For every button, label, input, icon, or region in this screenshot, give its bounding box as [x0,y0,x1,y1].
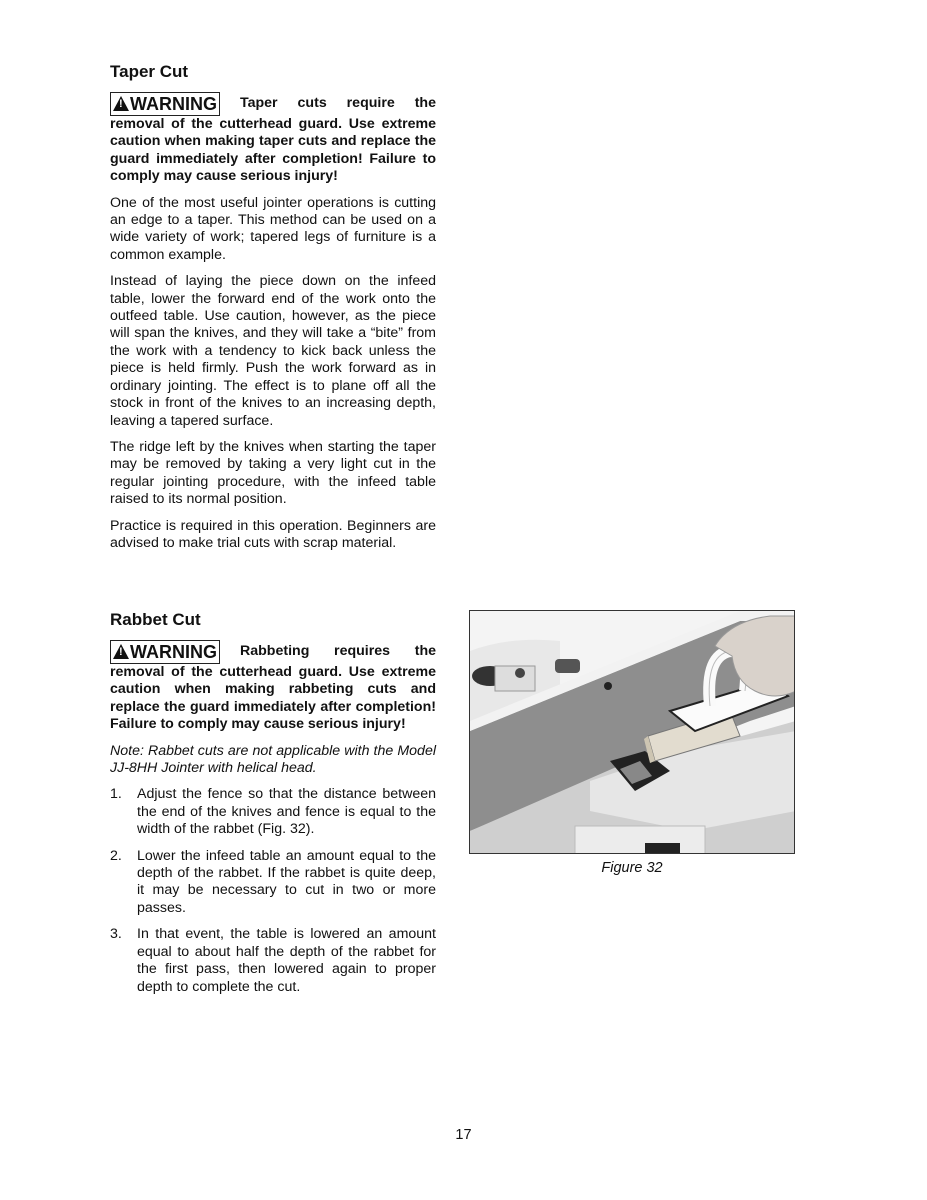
list-item: 2. Lower the infeed table an amount equal to the depth of the rabbet. If the rabbet is quite deep, it may be necessary to cut in two or more passes. [110,847,436,916]
section-heading: Rabbet Cut [110,610,201,629]
section-heading: Taper Cut [110,62,189,81]
figure-caption: Figure 32 [601,860,663,876]
list-item: 3. In that event, the table is lowered an amount equal to about half the depth of the rabbet for the first pass, then lowered again to proper depth to complete the cut. [110,926,436,995]
jointer-illustration [470,611,795,854]
figure-32-photo [469,610,795,854]
warning-badge: !WARNING [110,92,220,116]
paragraph: One of the most useful jointer operations is cutting an edge to a taper. This method can be used on a wide variety of work; tapered legs of furniture is a common example. [110,194,436,263]
note: Note: Rabbet cuts are not applicable with the Model JJ-8HH Jointer with helical head. [110,742,436,777]
steps-list [110,786,436,995]
warning-triangle-icon [113,96,129,111]
warning-text: Rabbeting requires the removal of the cutterhead guard. Use extreme caution when making rabbeting cuts and replace the guard immediately after completion! Failure to comply may cause serious injury! [110,643,436,733]
warning-text: Taper cuts require the removal of the cutterhead guard. Use extreme caution when making taper cuts and replace the guard immediately after completion! Failure to comply may cause serious injury! [110,95,436,185]
paragraph: Instead of laying the piece down on the infeed table, lower the forward end of the work onto the outfeed table. Use caution, however, as the piece will span the knives, and they will take a “bite” from the work with a tendency to kick back unless the piece is held firmly. Push the work forward as in ordinary jointing. The effect is to plane off all the stock in front of the knives to an increasing depth, leaving a tapered surface. [110,273,436,429]
warning-badge: !WARNING [110,640,220,664]
rabbet-cut-section [110,610,436,1005]
taper-cut-section [110,62,436,552]
paragraph: Practice is required in this operation. Beginners are advised to make trial cuts with scrap material. [110,517,436,551]
list-item: 1. Adjust the fence so that the distance between the end of the knives and fence is equal to the width of the rabbet (Fig. 32). [110,786,436,838]
warning-triangle-icon [113,644,129,659]
page-number: 17 [455,1127,472,1143]
warning-block [110,640,436,734]
warning-block [110,92,436,186]
paragraph: The ridge left by the knives when starting the taper may be removed by taking a very light cut in the regular jointing procedure, with the infeed table raised to its normal position. [110,438,436,508]
